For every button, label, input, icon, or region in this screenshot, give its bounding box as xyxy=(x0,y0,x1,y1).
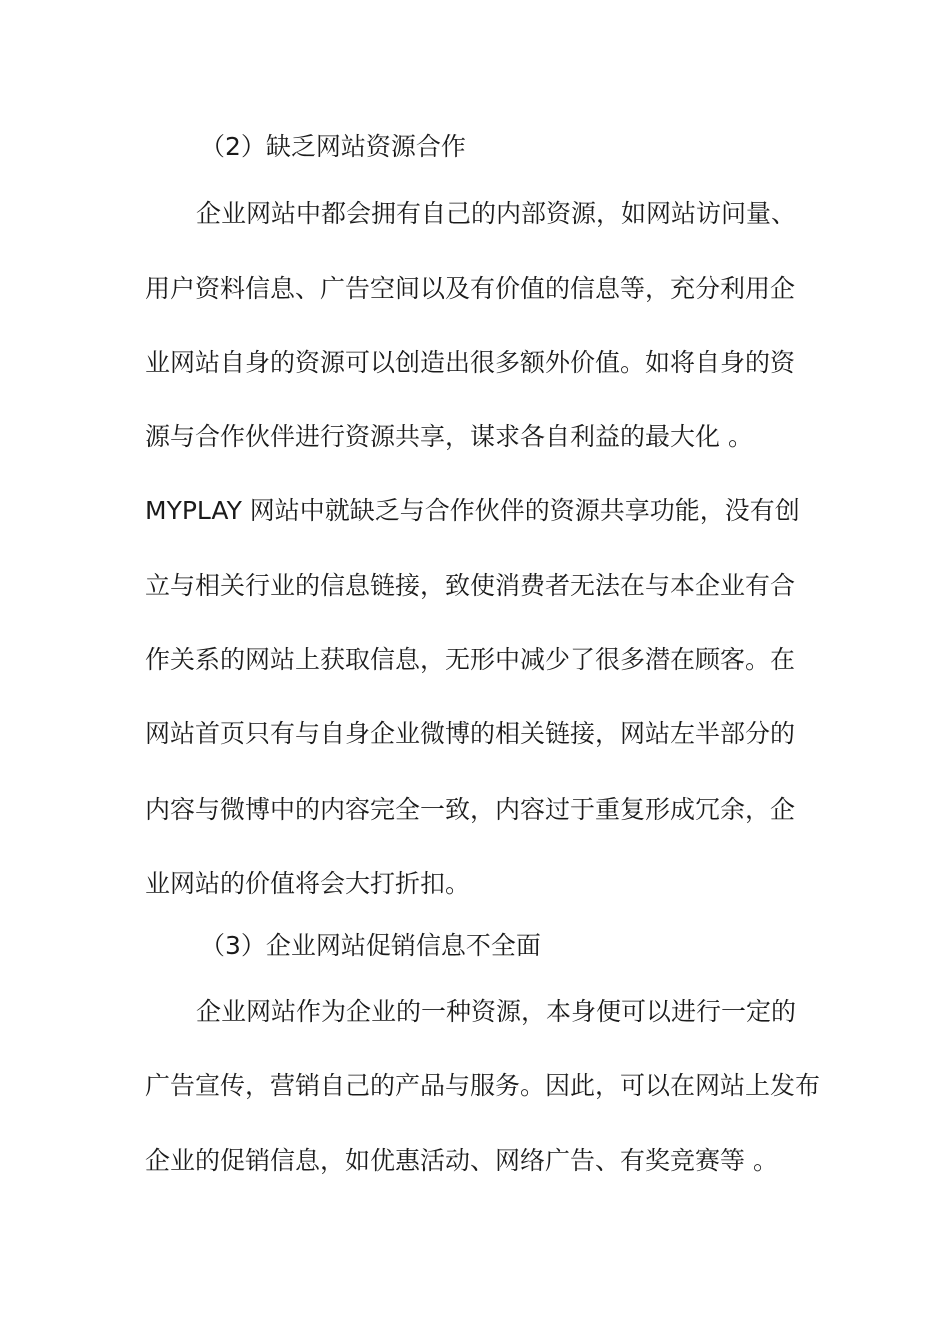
section-heading-2: （2）缺乏网站资源合作 xyxy=(200,132,466,161)
paragraph-line: 源与合作伙伴进行资源共享，谋求各自利益的最大化 。 xyxy=(145,422,753,451)
section-heading-3: （3）企业网站促销信息不全面 xyxy=(200,931,541,960)
paragraph-line: 内容与微博中的内容完全一致，内容过于重复形成冗余，企 xyxy=(145,795,796,824)
paragraph-line: 企业网站作为企业的一种资源，本身便可以进行一定的 xyxy=(196,997,797,1026)
paragraph-line: 业网站的价值将会大打折扣。 xyxy=(145,869,471,898)
paragraph-line: 用户资料信息、广告空间以及有价值的信息等，充分利用企 xyxy=(145,274,796,303)
paragraph-line: 立与相关行业的信息链接，致使消费者无法在与本企业有合 xyxy=(145,571,796,600)
paragraph-line: 业网站自身的资源可以创造出很多额外价值。如将自身的资 xyxy=(145,348,796,377)
paragraph-line: 作关系的网站上获取信息，无形中减少了很多潜在顾客。在 xyxy=(145,645,796,674)
paragraph-line: 广告宣传，营销自己的产品与服务。因此，可以在网站上发布 xyxy=(145,1071,821,1100)
paragraph-line: 网站首页只有与自身企业微博的相关链接，网站左半部分的 xyxy=(145,719,796,748)
paragraph-line: 企业的促销信息，如优惠活动、网络广告、有奖竞赛等 。 xyxy=(145,1146,778,1175)
paragraph-line: 企业网站中都会拥有自己的内部资源，如网站访问量、 xyxy=(196,199,797,228)
paragraph-line: MYPLAY 网站中就缺乏与合作伙伴的资源共享功能，没有创 xyxy=(145,496,800,525)
